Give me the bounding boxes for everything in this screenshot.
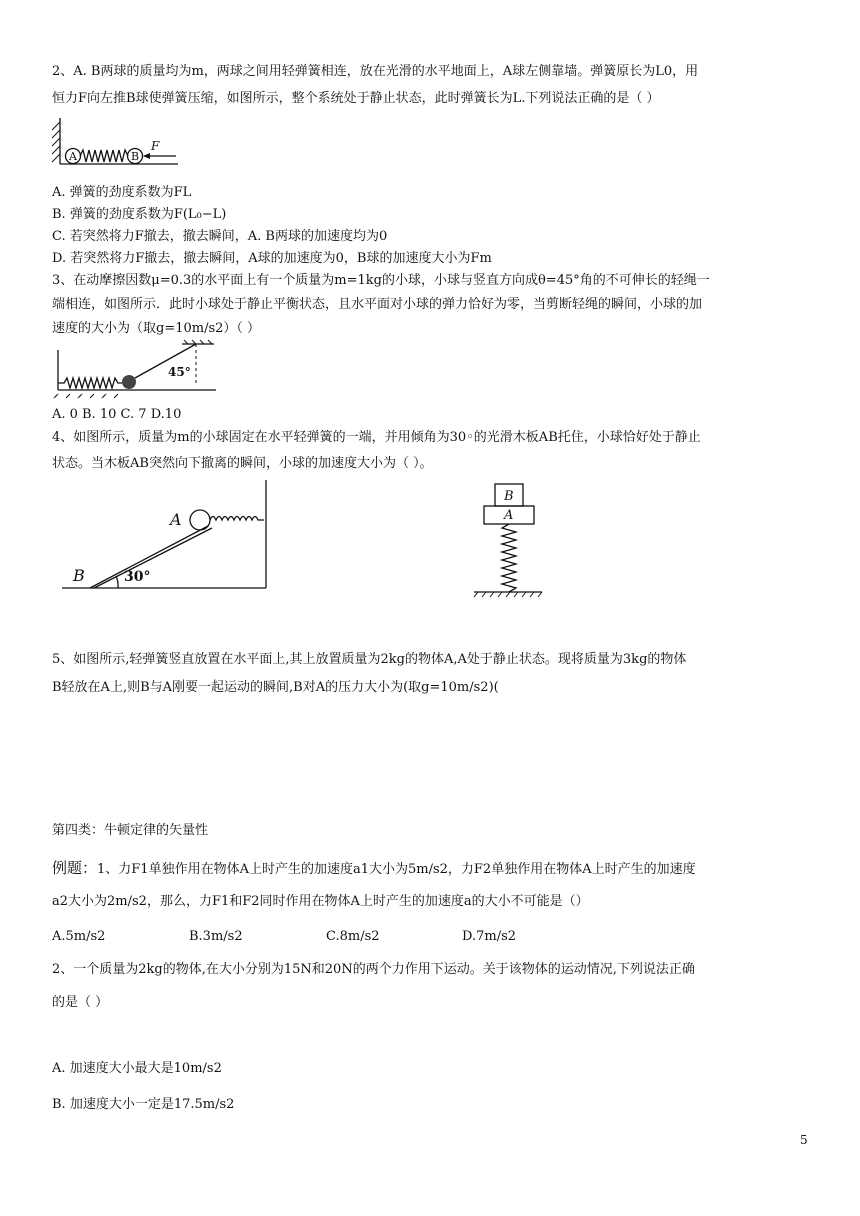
q4-fig-label-a: A <box>170 510 182 529</box>
q4-fig2-label-b: B <box>504 489 514 504</box>
example1-line1-text: 1、力F1单独作用在物体A上时产生的加速度a1大小为5m/s2，力F2单独作用在物体A上时产生的加速度 <box>97 862 696 877</box>
q2-fig-label-a: A <box>69 150 77 163</box>
q3-options: A. 0 B. 10 C. 7 D.10 <box>52 407 182 422</box>
q2-fig-label-b: B <box>131 150 140 163</box>
q4-stem-line1: 4、如图所示，质量为m的小球固定在水平轻弹簧的一端，并用倾角为30◦的光滑木板AB托住，小球恰好处于静止 <box>52 430 701 445</box>
q4-fig2-label-a: A <box>504 508 514 523</box>
q4-figure-incline <box>60 478 290 598</box>
section4-example1-line1 <box>52 859 696 879</box>
q2-option-d: D. 若突然将力F撤去，撤去瞬间，A球的加速度为0，B球的加速度大小为Fm <box>52 251 492 266</box>
q2-option-a: A. 弹簧的劲度系数为FL <box>52 185 192 200</box>
q2-option-c: C. 若突然将力F撤去，撤去瞬间，A. B两球的加速度均为0 <box>52 229 388 244</box>
q5-stem-line1: 5、如图所示,轻弹簧竖直放置在水平面上,其上放置质量为2kg的物体A,A处于静止状态。现将质量为3kg的物体 <box>52 652 687 667</box>
example2-option-b: B. 加速度大小一定是17.5m/s2 <box>52 1097 235 1112</box>
section4-heading: 第四类：牛顿定律的矢量性 <box>52 823 209 838</box>
example1-option-b: B.3m/s2 <box>189 929 243 944</box>
example1-option-c: C.8m/s2 <box>326 929 380 944</box>
example2-option-a: A. 加速度大小最大是10m/s2 <box>52 1061 222 1076</box>
q3-stem-line2: 端相连，如图所示．此时小球处于静止平衡状态，且水平面对小球的弹力恰好为零，当剪断轻绳的瞬间，小球的加 <box>52 297 703 312</box>
q2-stem-line1: 2、A. B两球的质量均为m，两球之间用轻弹簧相连，放在光滑的水平地面上，A球左侧靠墙。弹簧原长为L0，用 <box>52 64 699 79</box>
page-number: 5 <box>800 1133 808 1147</box>
example1-option-d: D.7m/s2 <box>462 929 517 944</box>
q2-stem-line2: 恒力F向左推B球使弹簧压缩，如图所示，整个系统处于静止状态，此时弹簧长为L.下列说法正确的是（ ） <box>52 91 660 106</box>
q2-option-b: B. 弹簧的劲度系数为F(L₀−L) <box>52 207 227 222</box>
q3-fig-angle-label: 45° <box>168 365 191 379</box>
q5-stem-line2: B轻放在A上,则B与A刚要一起运动的瞬间,B对A的压力大小为(取g=10m/s2)( <box>52 680 499 695</box>
section4-example2-line2: 的是（ ） <box>52 995 109 1010</box>
q4-fig-label-b: B <box>73 566 85 585</box>
q2-fig-label-f: F <box>151 139 160 153</box>
section4-example2-line1: 2、一个质量为2kg的物体,在大小分别为15N和20N的两个力作用下运动。关于该物体的运动情况,下列说法正确 <box>52 962 695 977</box>
q4-fig-angle-label: 30° <box>124 569 151 585</box>
q3-stem-line3: 速度的大小为（取g=10m/s2）（ ） <box>52 321 261 336</box>
q3-figure-spring-rope <box>50 340 220 400</box>
example-prefix: 例题： <box>52 859 98 877</box>
q3-stem-line1: 3、在动摩擦因数μ=0.3的水平面上有一个质量为m=1kg的小球，小球与竖直方向成θ=45°角的不可伸长的轻绳一 <box>52 273 710 288</box>
section4-example1-line2: a2大小为2m/s2，那么，力F1和F2同时作用在物体A上时产生的加速度a的大小不可能是（） <box>52 894 589 909</box>
q4-stem-line2: 状态。当木板AB突然向下撤离的瞬间，小球的加速度大小为（ ）。 <box>52 456 433 471</box>
example1-option-a: A.5m/s2 <box>52 929 106 944</box>
